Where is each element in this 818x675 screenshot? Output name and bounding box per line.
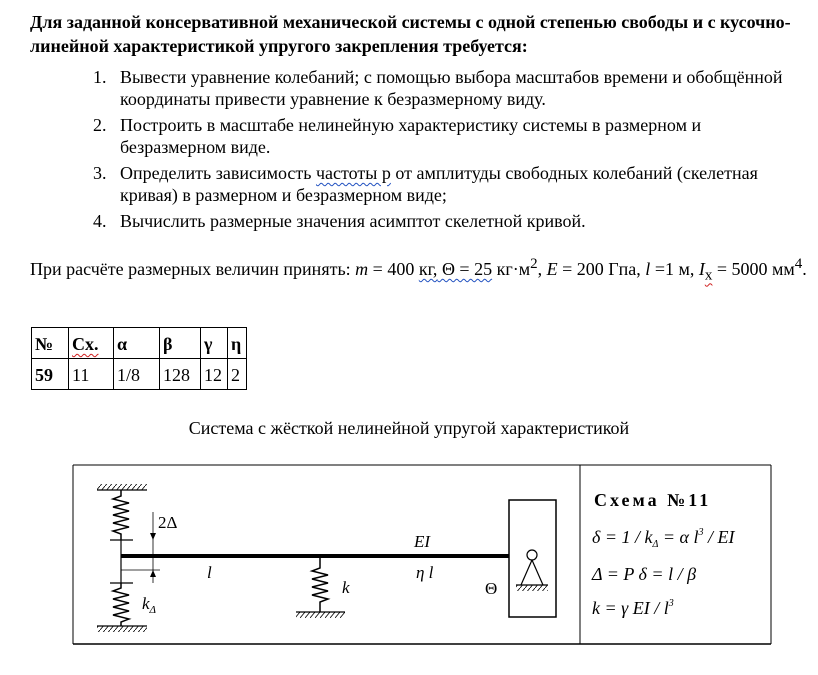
table-header-cell: №	[32, 328, 69, 359]
gap-label: 2Δ	[158, 513, 178, 532]
params-prefix: При расчёте размерных величин принять:	[30, 259, 356, 279]
mass-symbol: m	[355, 259, 369, 279]
mass-value: = 400	[368, 259, 419, 279]
table-header-cell: γ	[201, 328, 228, 359]
params-suffix: .	[802, 259, 807, 279]
inertia-value: Θ = 25	[437, 259, 493, 279]
table-cell: 128	[160, 359, 201, 390]
stiffness-ei-label: EI	[414, 532, 431, 551]
gap-dimension	[121, 512, 160, 583]
moment-value: = 5000 мм	[712, 259, 795, 279]
table-cell: 12	[201, 359, 228, 390]
moment-symbol: I	[698, 259, 705, 279]
lower-spring	[113, 583, 129, 626]
length-symbol: l	[645, 259, 651, 279]
kdelta-label: $k_\Delta$	[142, 594, 157, 616]
task-text: Вывести уравнение колебаний; с помощью выбора масштабов времени и обобщённой координаты привести уравнение к безразмерному виду.	[120, 67, 783, 109]
table-header-cell: η	[228, 328, 247, 359]
table-header-cell: Сх.	[69, 328, 114, 359]
task-number: 4.	[93, 211, 107, 231]
scheme-caption: Система с жёсткой нелинейной упругой характеристикой	[188, 418, 630, 438]
inertia-unit: кг·м	[492, 259, 531, 279]
table-header-cell: α	[114, 328, 160, 359]
theta-label: Θ	[485, 579, 498, 598]
modulus-symbol: E	[546, 259, 558, 279]
mass-unit: кг,	[418, 259, 438, 279]
eta-l-label: η l	[416, 563, 434, 582]
table-header-cell: β	[160, 328, 201, 359]
moment-subscript: x	[704, 267, 713, 284]
length-value: =1 м,	[650, 259, 699, 279]
length-l-label: l	[207, 563, 212, 582]
table-cell: 2	[228, 359, 247, 390]
task-number: 1.	[93, 67, 107, 87]
task-text-frequency: частоты p	[315, 163, 391, 183]
task-text: от амплитуды свободных колебаний (скелетная кривая) в размерном и безразмерном виде;	[120, 163, 758, 205]
scheme-title: Схема №11	[594, 490, 712, 510]
table-cell: 59	[32, 359, 69, 390]
middle-ground	[296, 612, 345, 618]
upper-spring	[113, 490, 129, 540]
top-ground-support	[97, 484, 147, 490]
formula-delta: $\delta = 1 / k_\Delta = \alpha$ $l^3$ / EI	[592, 527, 735, 550]
table-cell: 11	[69, 359, 114, 390]
inertia-unit-exponent: 2	[530, 256, 538, 272]
table-cell: 1/8	[114, 359, 160, 390]
formula-gap: Δ = P δ = l / β	[592, 564, 697, 584]
formula-k: k = γ EI / $l^3$	[592, 598, 674, 618]
task-heading: Для заданной консервативной механической системы с одной степенью свободы и с кусочно-линейной характеристикой упругого закрепления требуется:	[30, 12, 791, 56]
spring-k-label: k	[342, 578, 350, 597]
task-number: 2.	[93, 115, 107, 135]
task-number: 3.	[93, 163, 107, 183]
middle-spring	[312, 558, 328, 612]
task-text: Вычислить размерные значения асимптот скелетной кривой.	[120, 211, 586, 231]
modulus-value: = 200 Гпа,	[557, 259, 646, 279]
task-text: Определить зависимость	[120, 163, 316, 183]
task-text: Построить в масштабе нелинейную характеристику системы в размерном и безразмерном виде.	[120, 115, 702, 157]
bottom-left-ground	[97, 626, 147, 632]
parameters-paragraph: При расчёте размерных величин принять: m = 400 кг, Θ = 25 $кг\cdot м^2$, E = 200 Гпа, l =1 м, $I_x = 5000$ $мм^4$.	[30, 256, 807, 284]
moment-unit-exponent: 4	[794, 256, 803, 272]
